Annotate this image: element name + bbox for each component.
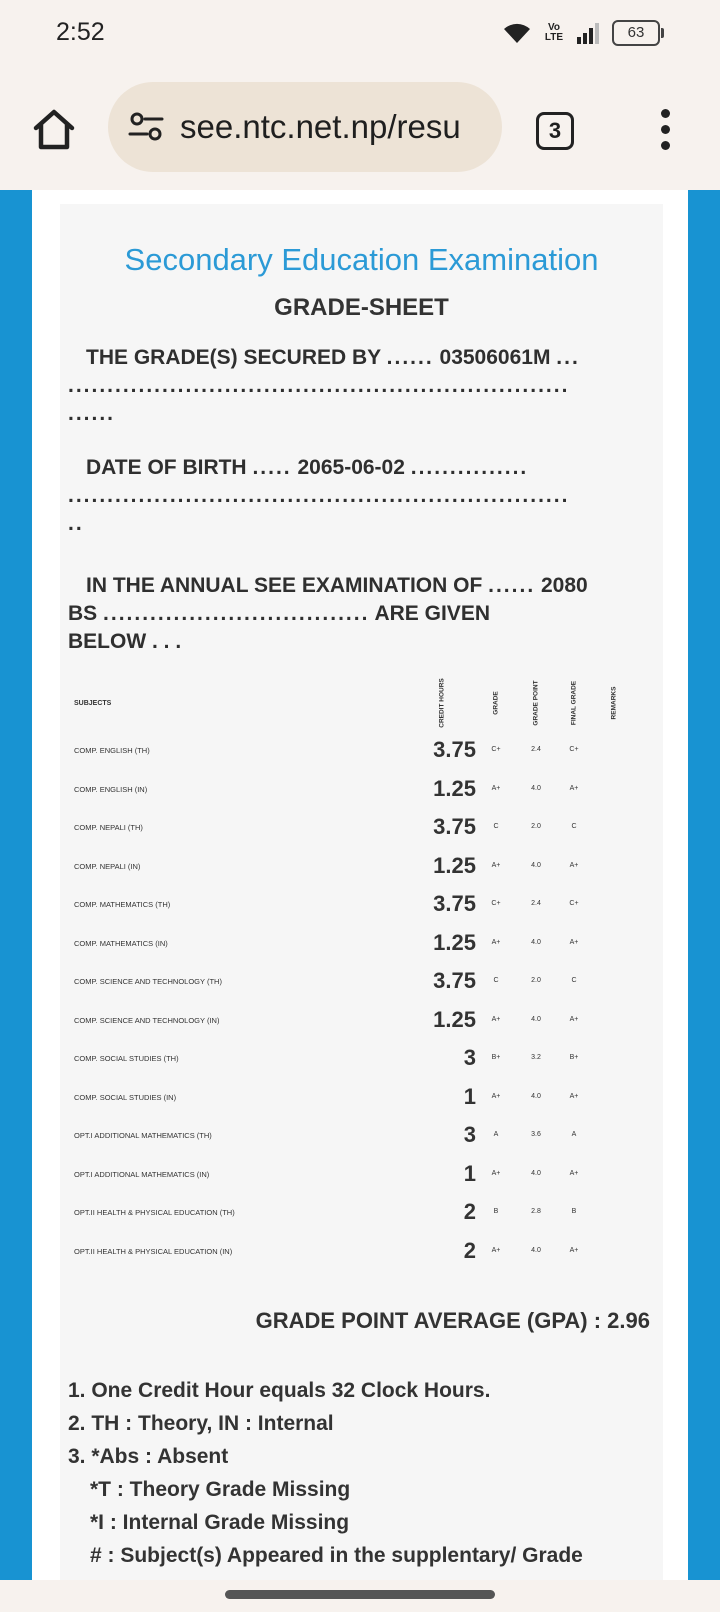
credit-hours-cell: 1.25	[433, 852, 476, 878]
navigation-bar	[0, 1580, 720, 1612]
grade-point-cell: 4.0	[531, 784, 541, 792]
grade-point-cell: 3.2	[531, 1054, 541, 1061]
table-header	[68, 672, 658, 732]
grade-cell: A+	[491, 1169, 501, 1177]
battery-indicator: 63	[612, 20, 660, 46]
grade-point-cell: 2.8	[531, 1208, 541, 1215]
signal-icon	[576, 22, 600, 44]
note-item: 3. *Abs : Absent	[68, 1445, 229, 1468]
subject-cell: COMP. NEPALI (IN)	[74, 861, 141, 871]
table-row	[68, 925, 658, 964]
note-item: 2. TH : Theory, IN : Internal	[68, 1412, 334, 1435]
grade-point-cell: 4.0	[531, 861, 541, 869]
tab-switcher-button[interactable]: 3	[536, 112, 574, 150]
grade-cell: A+	[491, 938, 501, 946]
status-icons	[502, 16, 660, 50]
subject-cell: COMP. MATHEMATICS (IN)	[74, 938, 168, 948]
status-time: 2:52	[56, 18, 105, 46]
subject-cell: COMP. ENGLISH (IN)	[74, 784, 148, 794]
table-row	[68, 886, 658, 925]
notes-list	[68, 1374, 658, 1572]
note-item: 1. One Credit Hour equals 32 Clock Hours.	[68, 1379, 491, 1402]
grade-point-cell: 4.0	[531, 1015, 541, 1023]
volte-icon: Vo LTE	[544, 22, 564, 43]
symbol-number: 03506061M	[439, 346, 551, 369]
final-grade-cell: A+	[569, 1169, 579, 1177]
final-grade-cell: A+	[569, 1015, 579, 1023]
grade-cell: A+	[491, 1246, 501, 1254]
credit-hours-cell: 2	[463, 1199, 476, 1224]
table-row	[68, 1233, 658, 1272]
credit-hours-cell: 3.75	[433, 737, 476, 762]
bs-label: BS	[68, 602, 98, 625]
exam-title: Secondary Education Examination	[124, 242, 599, 277]
web-page	[0, 190, 720, 1580]
dob-value: 2065-06-02	[297, 456, 405, 479]
grade-cell: A+	[491, 1092, 501, 1100]
more-options-icon[interactable]	[652, 106, 678, 156]
credit-hours-cell: 1.25	[433, 929, 476, 955]
subject-cell: COMP. SOCIAL STUDIES (TH)	[74, 1054, 179, 1063]
subject-cell: OPT.I ADDITIONAL MATHEMATICS (IN)	[74, 1169, 210, 1179]
note-item: # : Subject(s) Appeared in the supplentary/ Grade	[90, 1544, 583, 1567]
credit-hours-cell: 3.75	[433, 891, 476, 916]
grade-point-cell: 4.0	[531, 938, 541, 946]
final-grade-cell: C	[571, 823, 577, 830]
header-credit-hours: CREDIT HOURS	[438, 678, 446, 728]
final-grade-cell: A+	[569, 784, 579, 792]
final-grade-cell: A+	[569, 1092, 579, 1100]
grade-point-cell: 2.4	[531, 900, 541, 907]
subject-cell: COMP. SOCIAL STUDIES (IN)	[74, 1092, 177, 1102]
browser-toolbar	[0, 68, 720, 190]
credit-hours-cell: 3	[463, 1045, 476, 1070]
dob-label: DATE OF BIRTH	[86, 456, 247, 479]
grade-cell: B	[493, 1208, 499, 1215]
table-row	[68, 1079, 658, 1118]
subject-cell: OPT.II HEALTH & PHYSICAL EDUCATION (IN)	[74, 1246, 233, 1256]
home-icon[interactable]	[30, 106, 78, 154]
table-row	[68, 771, 658, 810]
secured-by-paragraph: THE GRADE(S) SECURED BY ...... 03506061M ... ................................................................ ......	[68, 346, 580, 425]
table-row	[68, 732, 658, 771]
table-row	[68, 1156, 658, 1195]
credit-hours-cell: 3	[463, 1122, 476, 1147]
url-bar[interactable]	[108, 82, 502, 172]
site-settings-icon[interactable]	[128, 111, 164, 143]
grade-point-cell: 4.0	[531, 1246, 541, 1254]
grade-point-cell: 3.6	[531, 1131, 541, 1138]
table-row	[68, 1040, 658, 1079]
credit-hours-cell: 1.25	[433, 775, 476, 801]
dob-paragraph: DATE OF BIRTH ..... 2065-06-02 ............... ................................................................ ..	[68, 456, 570, 535]
grade-cell: C+	[491, 746, 501, 753]
credit-hours-cell: 1.25	[433, 1006, 476, 1032]
subject-cell: COMP. NEPALI (TH)	[74, 823, 143, 832]
url-text[interactable]: see.ntc.net.np/resu	[180, 108, 461, 145]
grade-cell: C+	[491, 900, 501, 907]
subject-cell: COMP. ENGLISH (TH)	[74, 746, 150, 755]
subject-cell: COMP. SCIENCE AND TECHNOLOGY (IN)	[74, 1015, 220, 1025]
grade-cell: C	[493, 823, 499, 830]
subject-cell: OPT.II HEALTH & PHYSICAL EDUCATION (TH)	[74, 1208, 235, 1217]
table-row	[68, 1002, 658, 1041]
table-row	[68, 1117, 658, 1156]
header-subjects: SUBJECTS	[74, 700, 112, 707]
final-grade-cell: C+	[569, 900, 579, 907]
final-grade-cell: A	[571, 1131, 577, 1138]
grade-point-cell: 2.0	[531, 977, 541, 984]
final-grade-cell: B+	[569, 1054, 579, 1061]
table-row	[68, 1194, 658, 1233]
subject-cell: OPT.I ADDITIONAL MATHEMATICS (TH)	[74, 1131, 212, 1140]
final-grade-cell: C+	[569, 746, 579, 753]
gesture-handle[interactable]	[225, 1590, 495, 1599]
credit-hours-cell: 3.75	[433, 814, 476, 839]
table-row	[68, 809, 658, 848]
credit-hours-cell: 1	[463, 1160, 476, 1186]
header-final-grade: FINAL GRADE	[570, 680, 578, 726]
header-grade: GRADE	[492, 691, 500, 715]
exam-year: 2080	[541, 574, 588, 597]
table-row	[68, 963, 658, 1002]
final-grade-cell: A+	[569, 938, 579, 946]
note-item: *I : Internal Grade Missing	[90, 1511, 350, 1534]
sheet-title: GRADE-SHEET	[274, 294, 449, 321]
grade-point-cell: 4.0	[531, 1092, 541, 1100]
annual-label: IN THE ANNUAL SEE EXAMINATION OF	[86, 574, 483, 597]
status-bar	[0, 0, 720, 68]
grade-cell: A+	[491, 784, 501, 792]
credit-hours-cell: 3.75	[433, 968, 476, 993]
grade-cell: C	[493, 977, 499, 984]
grade-cell: A+	[491, 861, 501, 869]
subject-cell: COMP. MATHEMATICS (TH)	[74, 900, 171, 909]
grade-point-cell: 2.4	[531, 746, 541, 753]
header-remarks: REMARKS	[610, 686, 618, 720]
gpa-summary: GRADE POINT AVERAGE (GPA) : 2.96	[255, 1308, 650, 1333]
header-grade-point: GRADE POINT	[532, 680, 540, 726]
note-item: *T : Theory Grade Missing	[90, 1478, 351, 1501]
grade-sheet	[60, 204, 663, 1580]
subject-cell: COMP. SCIENCE AND TECHNOLOGY (TH)	[74, 977, 222, 986]
grade-cell: A	[493, 1131, 499, 1138]
credit-hours-cell: 1	[463, 1083, 476, 1109]
secured-by-label: THE GRADE(S) SECURED BY	[86, 346, 381, 369]
grade-cell: A+	[491, 1015, 501, 1023]
grade-cell: B+	[491, 1054, 501, 1061]
grade-point-cell: 2.0	[531, 823, 541, 830]
credit-hours-cell: 2	[463, 1237, 476, 1263]
final-grade-cell: C	[571, 977, 577, 984]
final-grade-cell: A+	[569, 1246, 579, 1254]
final-grade-cell: B	[571, 1208, 577, 1215]
grade-point-cell: 4.0	[531, 1169, 541, 1177]
below-label: BELOW . . .	[68, 630, 182, 653]
wifi-icon	[502, 21, 532, 45]
table-row	[68, 848, 658, 887]
are-given-label: ARE GIVEN	[374, 602, 490, 625]
exam-year-paragraph: IN THE ANNUAL SEE EXAMINATION OF ...... 2080 BS .................................. ARE GIVEN BELOW . . .	[68, 572, 653, 656]
grades-table	[68, 672, 658, 1271]
final-grade-cell: A+	[569, 861, 579, 869]
